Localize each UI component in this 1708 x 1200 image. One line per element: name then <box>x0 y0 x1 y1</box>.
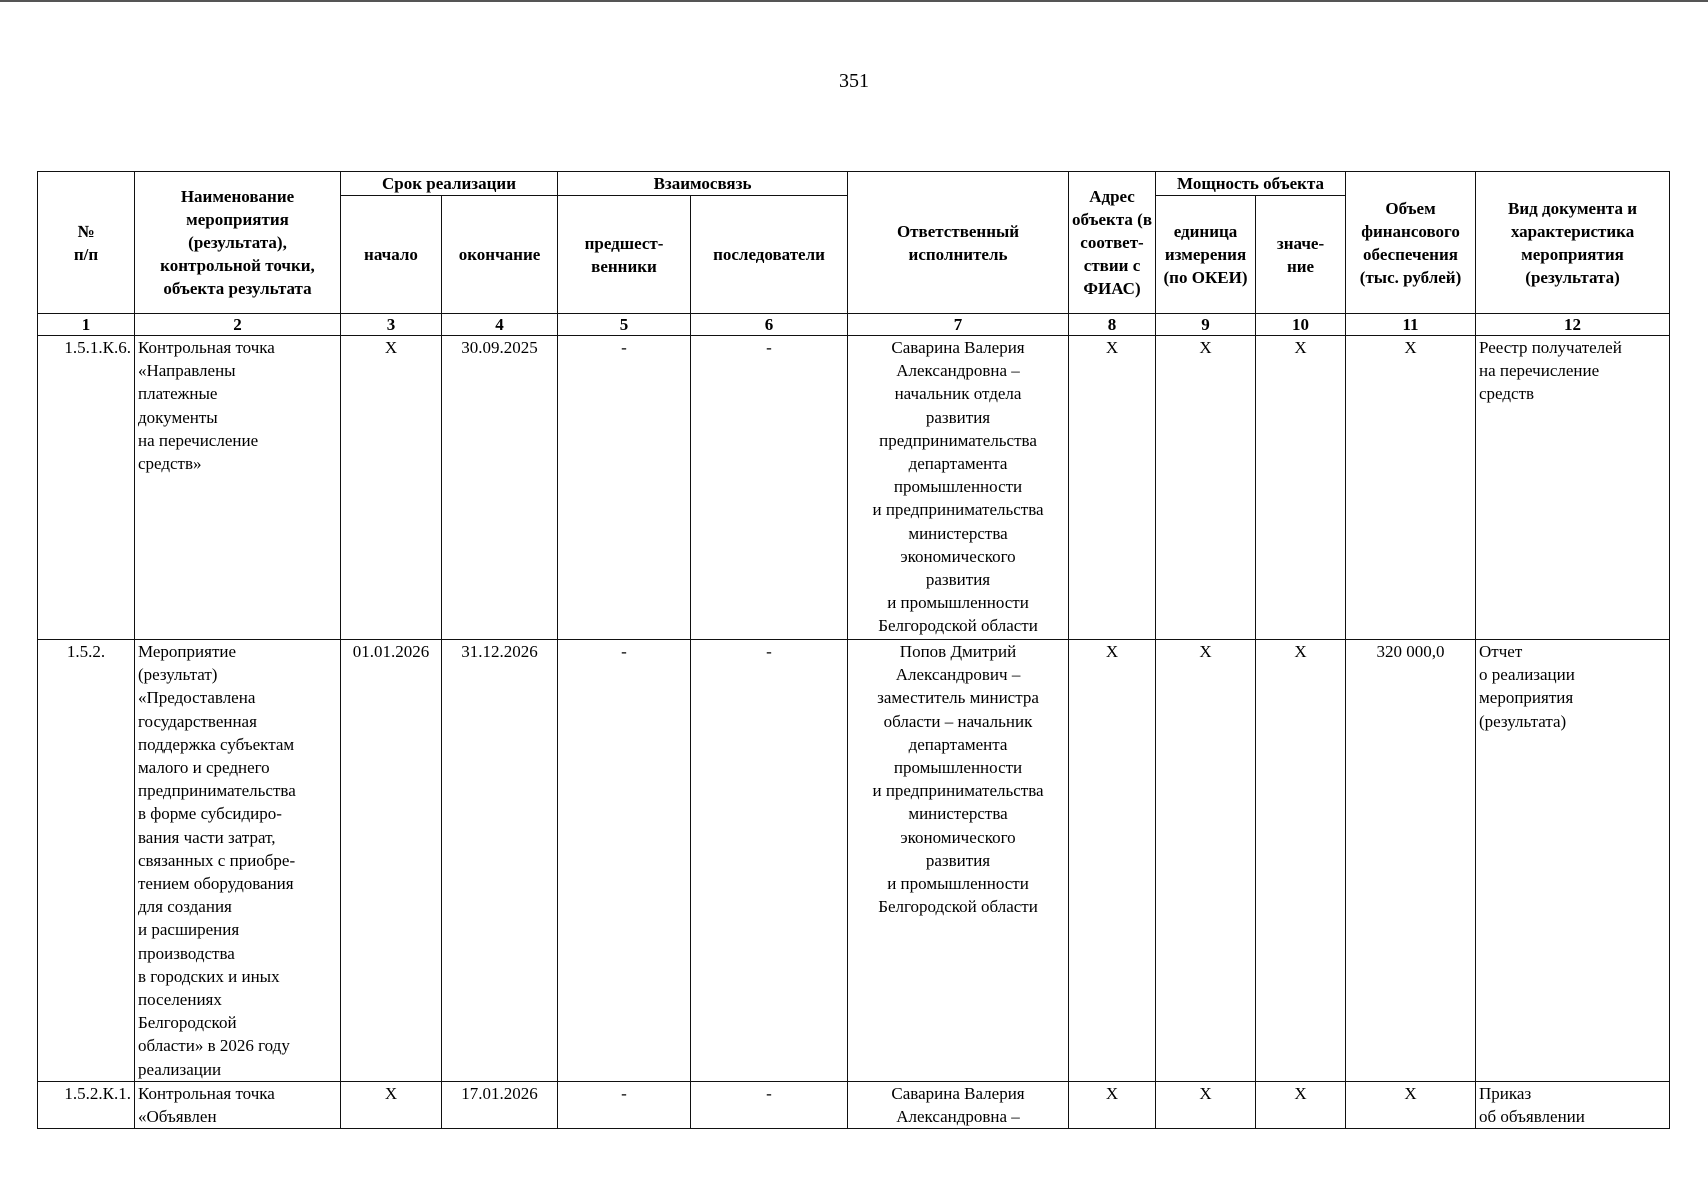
table-row <box>38 640 1670 1082</box>
column-number: 2 <box>135 314 341 336</box>
row-next: - <box>691 1081 848 1128</box>
row-prev: - <box>558 640 691 1082</box>
row-name: Контрольная точка «Направлены платежные документы на перечисление средств» <box>135 336 341 640</box>
row-finance: X <box>1346 1081 1476 1128</box>
row-end: 30.09.2025 <box>442 336 558 640</box>
row-next: - <box>691 336 848 640</box>
row-value: X <box>1256 336 1346 640</box>
row-doc: Реестр получателей на перечисление средств <box>1476 336 1670 640</box>
row-start: 01.01.2026 <box>341 640 442 1082</box>
header-name: Наименование мероприятия (результата), контрольной точки, объекта результата <box>135 172 341 314</box>
row-address: X <box>1069 640 1156 1082</box>
row-address: X <box>1069 1081 1156 1128</box>
header-capacity: Мощность объекта <box>1156 172 1346 196</box>
column-number: 5 <box>558 314 691 336</box>
row-address: X <box>1069 336 1156 640</box>
header-address: Адрес объекта (в соответ-ствии с ФИАС) <box>1069 172 1156 314</box>
row-num: 1.5.2. <box>38 640 135 1082</box>
header-link-prev: предшест- венники <box>558 196 691 314</box>
page-top-edge <box>0 0 1708 2</box>
header-num: № п/п <box>38 172 135 314</box>
column-number-row <box>38 314 1670 336</box>
header-term: Срок реализации <box>341 172 558 196</box>
column-number: 11 <box>1346 314 1476 336</box>
row-doc: Приказ об объявлении <box>1476 1081 1670 1128</box>
table-row <box>38 336 1670 640</box>
row-name: Мероприятие (результат) «Предоставлена государственная поддержка субъектам малого и среднего предпринимательства в форме субсидиро- вания части затрат, связанных с приобре- тением оборудования для создания и расширения производства в городских и иных поселениях Белгородской области» в 2026 году реализации <box>135 640 341 1082</box>
table-row <box>38 1081 1670 1128</box>
row-finance: X <box>1346 336 1476 640</box>
row-doc: Отчет о реализации мероприятия (результата) <box>1476 640 1670 1082</box>
header-row-1 <box>38 172 1670 196</box>
row-responsible: Попов Дмитрий Александрович – заместитель министра области – начальник департамента промышленности и предпринимательства министерства экономического развития и промышленности Белгородской области <box>848 640 1069 1082</box>
column-number: 10 <box>1256 314 1346 336</box>
row-end: 31.12.2026 <box>442 640 558 1082</box>
column-number: 1 <box>38 314 135 336</box>
column-number: 7 <box>848 314 1069 336</box>
row-unit: X <box>1156 640 1256 1082</box>
header-value: значе- ние <box>1256 196 1346 314</box>
header-finance: Объем финансового обеспечения (тыс. рублей) <box>1346 172 1476 314</box>
row-unit: X <box>1156 336 1256 640</box>
row-start: X <box>341 1081 442 1128</box>
page-number: 351 <box>839 70 869 92</box>
header-unit: единица измерения (по ОКЕИ) <box>1156 196 1256 314</box>
row-unit: X <box>1156 1081 1256 1128</box>
column-number: 4 <box>442 314 558 336</box>
row-value: X <box>1256 1081 1346 1128</box>
column-number: 3 <box>341 314 442 336</box>
header-doc: Вид документа и характеристика мероприятия (результата) <box>1476 172 1670 314</box>
plan-table <box>37 171 1670 1129</box>
column-number: 6 <box>691 314 848 336</box>
row-name: Контрольная точка «Объявлен <box>135 1081 341 1128</box>
row-start: X <box>341 336 442 640</box>
header-link-next: последователи <box>691 196 848 314</box>
column-number: 12 <box>1476 314 1670 336</box>
column-number: 8 <box>1069 314 1156 336</box>
row-prev: - <box>558 1081 691 1128</box>
row-value: X <box>1256 640 1346 1082</box>
header-term-start: начало <box>341 196 442 314</box>
row-end: 17.01.2026 <box>442 1081 558 1128</box>
row-responsible: Саварина Валерия Александровна – начальник отдела развития предпринимательства департамента промышленности и предпринимательства министерства экономического развития и промышленности Белгородской области <box>848 336 1069 640</box>
row-prev: - <box>558 336 691 640</box>
row-num: 1.5.1.К.6. <box>38 336 135 640</box>
column-number: 9 <box>1156 314 1256 336</box>
header-term-end: окончание <box>442 196 558 314</box>
row-next: - <box>691 640 848 1082</box>
row-num: 1.5.2.К.1. <box>38 1081 135 1128</box>
row-responsible: Саварина Валерия Александровна – <box>848 1081 1069 1128</box>
row-finance: 320 000,0 <box>1346 640 1476 1082</box>
header-link: Взаимосвязь <box>558 172 848 196</box>
header-responsible: Ответственный исполнитель <box>848 172 1069 314</box>
